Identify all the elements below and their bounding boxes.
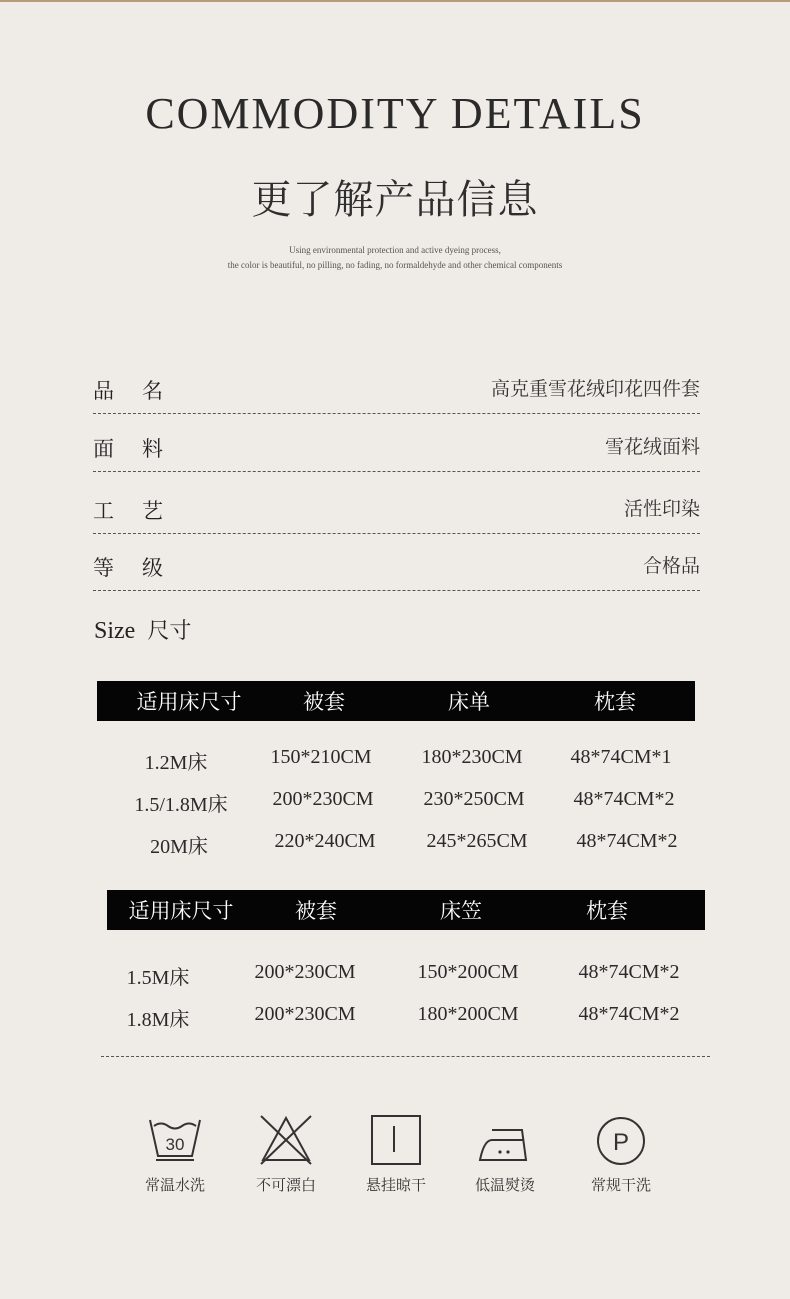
info-value: 活性印染	[623, 498, 700, 520]
table-header-cell: 床单	[448, 690, 490, 714]
table-cell: 220*240CM	[274, 830, 376, 852]
table-cell: 200*230CM	[254, 1003, 356, 1025]
table-cell: 48*74CM*2	[578, 1003, 680, 1025]
dry-clean-letter: P	[612, 1129, 630, 1156]
table-cell: 1.5/1.8M床	[134, 794, 228, 816]
table-cell: 150*210CM	[270, 746, 372, 768]
info-value: 合格品	[642, 555, 700, 577]
info-row-product-name	[93, 373, 700, 414]
subtitle-line-1: Using environmental protection and active dyeing process,	[289, 245, 501, 255]
table-cell: 180*230CM	[421, 746, 523, 768]
size-table-1-header	[97, 681, 695, 721]
table-cell: 1.8M床	[126, 1009, 190, 1031]
size-heading-en: Size	[94, 618, 136, 644]
care-item-dry-clean	[571, 1112, 671, 1195]
table-cell: 245*265CM	[426, 830, 528, 852]
info-value: 高克重雪花绒印花四件套	[490, 378, 700, 400]
table-cell: 1.2M床	[144, 752, 208, 774]
table-header-cell: 枕套	[594, 690, 636, 714]
table-cell: 200*230CM	[272, 788, 374, 810]
info-label: 工艺	[93, 499, 191, 523]
care-item-wash	[125, 1112, 225, 1195]
table-cell: 1.5M床	[126, 967, 190, 989]
care-label: 低温熨烫	[474, 1176, 535, 1194]
table-cell: 48*74CM*2	[573, 788, 675, 810]
size-heading	[94, 614, 191, 645]
info-row-craft	[93, 493, 700, 534]
table-header-cell: 适用床尺寸	[128, 899, 234, 923]
wash-temp-text: 30	[165, 1135, 185, 1154]
page-title-cn: 更了解产品信息	[251, 177, 539, 223]
table-cell: 48*74CM*2	[578, 961, 680, 983]
divider	[101, 1056, 710, 1057]
table-cell: 48*74CM*1	[570, 746, 672, 768]
table-cell: 48*74CM*2	[576, 830, 678, 852]
care-label: 不可漂白	[255, 1176, 316, 1194]
table-header-cell: 被套	[303, 690, 345, 714]
info-value: 雪花绒面料	[604, 436, 700, 458]
care-item-iron	[455, 1112, 555, 1195]
subtitle-line-2: the color is beautiful, no pilling, no fading, no formaldehyde and other chemical components	[227, 260, 563, 270]
info-label: 等级	[93, 556, 191, 580]
size-heading-cn: 尺寸	[147, 619, 192, 644]
info-label: 品名	[93, 379, 191, 403]
care-label: 常温水洗	[144, 1176, 205, 1194]
table-cell: 200*230CM	[254, 961, 356, 983]
iron-low-icon	[476, 1112, 534, 1166]
info-row-grade	[93, 550, 700, 591]
care-item-no-bleach	[236, 1112, 336, 1195]
info-label: 面料	[93, 437, 191, 461]
line-dry-icon	[367, 1112, 425, 1166]
table-header-cell: 枕套	[586, 899, 628, 923]
table-cell: 20M床	[150, 836, 208, 858]
dry-clean-p-icon	[592, 1112, 650, 1166]
care-item-line-dry	[346, 1112, 446, 1195]
table-cell: 150*200CM	[417, 961, 519, 983]
size-table-2-header	[107, 890, 705, 930]
table-header-cell: 被套	[295, 899, 337, 923]
page-title-en: COMMODITY DETAILS	[145, 89, 645, 138]
table-header-cell: 适用床尺寸	[136, 690, 242, 714]
care-label: 常规干洗	[590, 1176, 651, 1194]
wash-30-icon	[146, 1112, 204, 1166]
info-row-fabric	[93, 431, 700, 472]
table-header-cell: 床笠	[440, 899, 482, 923]
table-cell: 230*250CM	[423, 788, 525, 810]
table-cell: 180*200CM	[417, 1003, 519, 1025]
care-label: 悬挂晾干	[365, 1176, 426, 1194]
no-bleach-icon	[257, 1112, 315, 1166]
top-border	[0, 0, 790, 2]
